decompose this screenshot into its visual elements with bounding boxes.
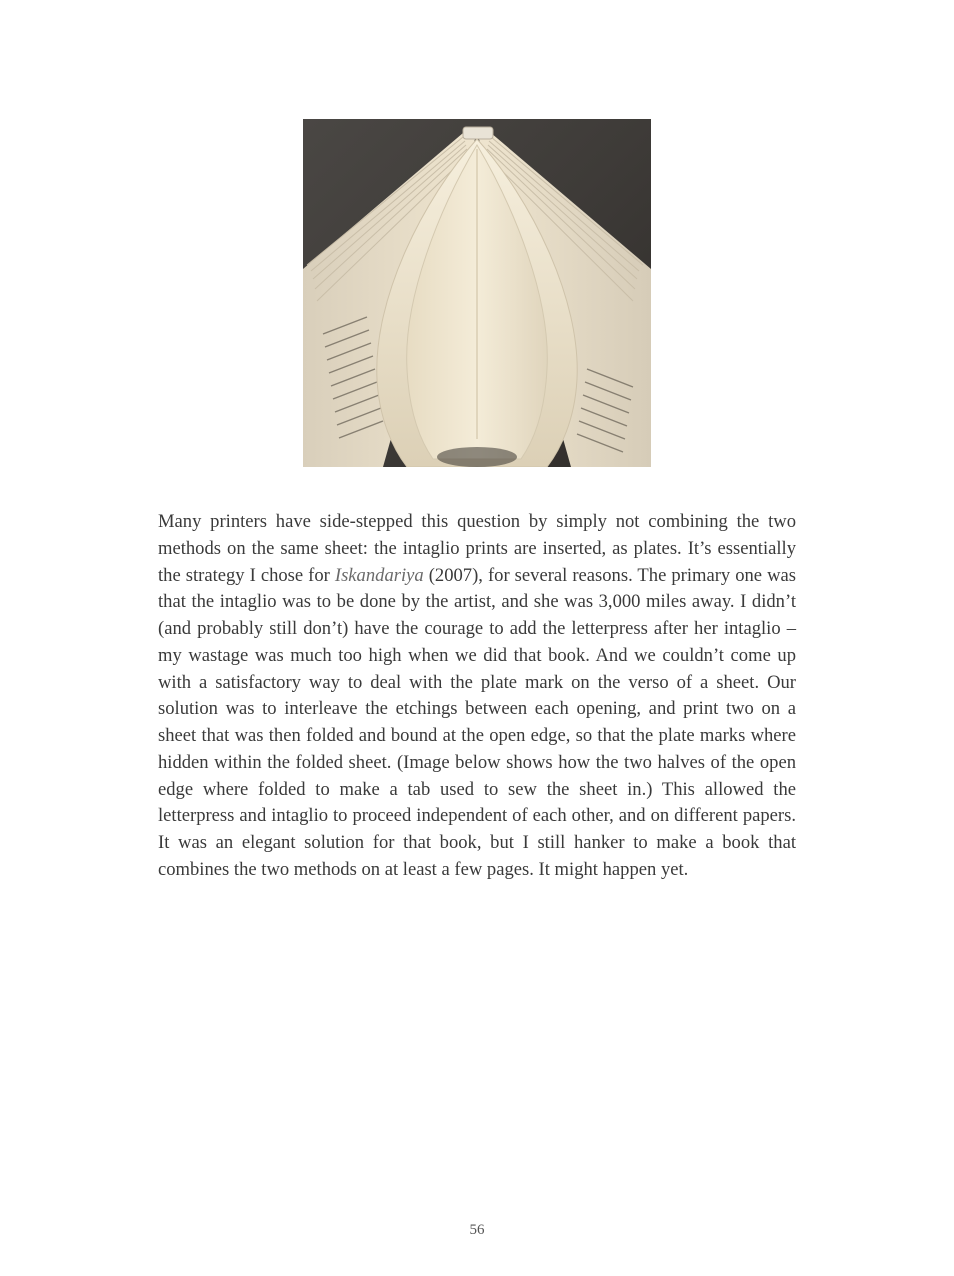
page-number: 56	[469, 1222, 485, 1238]
body-paragraph	[158, 509, 796, 884]
book-title-iskandariya: Iskandariya	[334, 564, 424, 586]
paragraph-text-part1: Many printers have side-stepped this question by simply not combining the two methods on the same sheet: the intaglio prints are inserted, as plates. It’s essentially the strategy I chose for	[158, 511, 796, 586]
book-photo	[303, 119, 651, 467]
paragraph-text-part2: (2007), for several reasons. The primary one was that the intaglio was to be done by the artist, and she was 3,000 miles away. I didn’t (and probably still don’t) have the courage to add the letterpress after her intaglio – my wastage was much too high when we did that book. And we couldn’t come up with a satisfactory way to deal with the plate mark on the verso of a sheet. Our solution was to interleave the etchings between each opening, and print two on a sheet that was then folded and bound at the open edge, so that the plate marks where hidden within the folded sheet. (Image below shows how the two halves of the open edge where folded to make a tab used to sew the sheet in.) This allowed the letterpress and intaglio to proceed independent of each other, and on different papers. It was an elegant solution for that book, but I still hanker to make a book that combines the two methods on at least a few pages. It might happen yet.	[158, 564, 796, 880]
